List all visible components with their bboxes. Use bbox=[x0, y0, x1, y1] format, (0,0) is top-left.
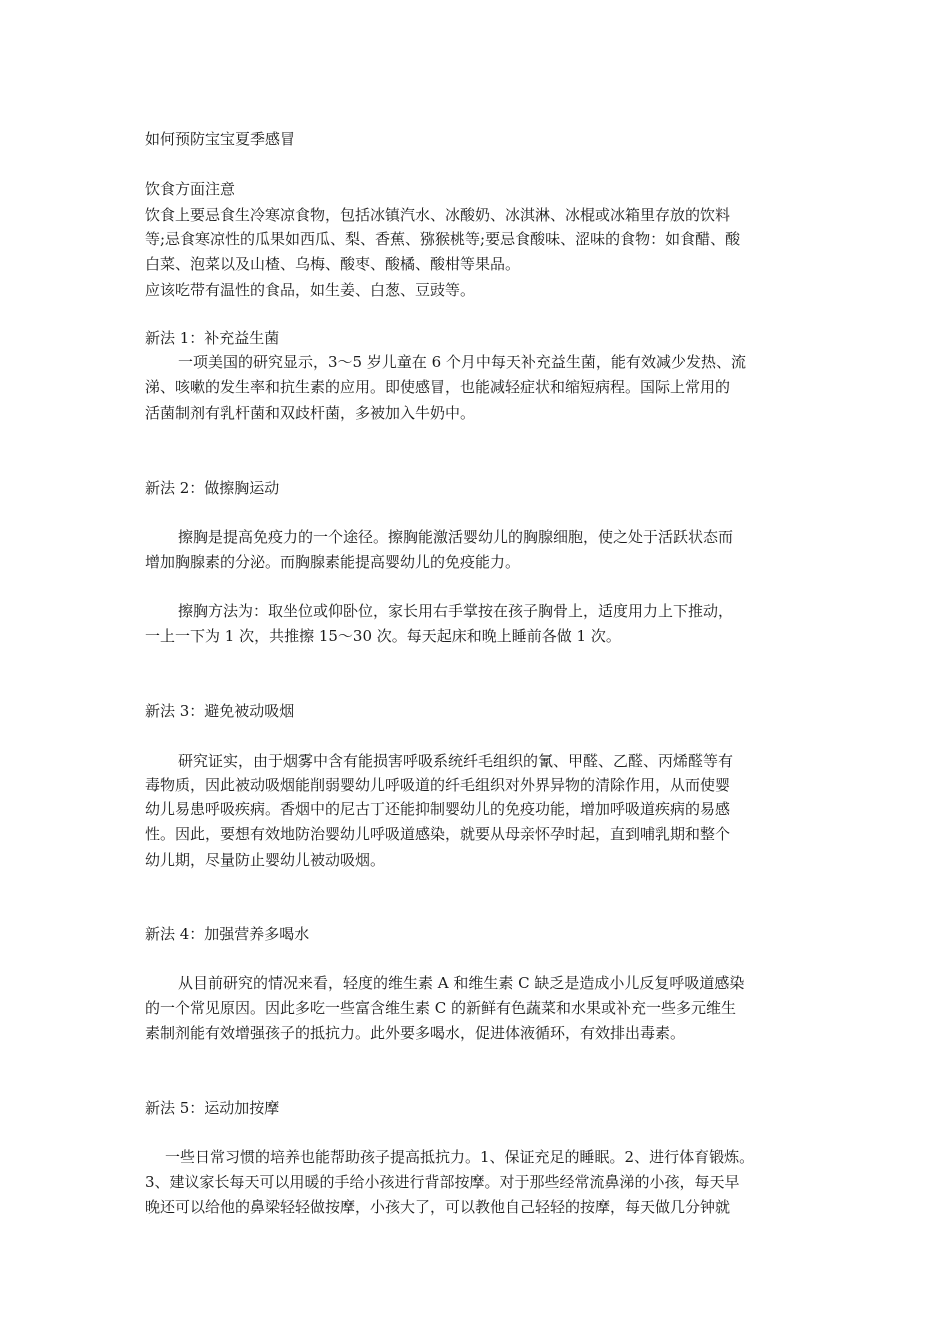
diet-line: 饮食上要忌食生冷寒凉食物，包括冰镇汽水、冰酸奶、冰淇淋、冰棍或冰箱里存放的饮料 bbox=[145, 206, 731, 224]
method3-line: 性。因此，要想有效地防治婴幼儿呼吸道感染，就要从母亲怀孕时起，直到哺乳期和整个 bbox=[145, 825, 731, 843]
method2-line: 擦胸方法为：取坐位或仰卧位，家长用右手掌按在孩子胸骨上，适度用力上下推动， bbox=[178, 602, 734, 620]
diet-line: 白菜、泡菜以及山楂、乌梅、酸枣、酸橘、酸柑等果品。 bbox=[145, 255, 521, 273]
method5-line: 3、建议家长每天可以用暖的手给小孩进行背部按摩。对于那些经常流鼻涕的小孩，每天早 bbox=[145, 1173, 740, 1191]
diet-line: 等;忌食寒凉性的瓜果如西瓜、梨、香蕉、猕猴桃等;要忌食酸味、涩味的食物：如食醋、酸 bbox=[145, 230, 741, 248]
method4-line: 的一个常见原因。因此多吃一些富含维生素 C 的新鲜有色蔬菜和水果或补充一些多元维生 bbox=[145, 999, 737, 1017]
method3-line: 研究证实，由于烟雾中含有能损害呼吸系统纤毛组织的氰、甲醛、乙醛、丙烯醛等有 bbox=[178, 752, 734, 770]
method2-line: 擦胸是提高免疫力的一个途径。擦胸能激活婴幼儿的胸腺细胞，使之处于活跃状态而 bbox=[178, 528, 734, 546]
method3-line: 毒物质，因此被动吸烟能削弱婴幼儿呼吸道的纤毛组织对外界异物的清除作用，从而使婴 bbox=[145, 776, 731, 794]
method3-line: 幼儿易患呼吸疾病。香烟中的尼古丁还能抑制婴幼儿的免疫功能，增加呼吸道疾病的易感 bbox=[145, 800, 731, 818]
method3-line: 幼儿期，尽量防止婴幼儿被动吸烟。 bbox=[145, 851, 386, 869]
document-title: 如何预防宝宝夏季感冒 bbox=[145, 130, 296, 148]
method2-heading: 新法 2：做擦胸运动 bbox=[145, 479, 280, 497]
method5-line: 一些日常习惯的培养也能帮助孩子提高抵抗力。1、保证充足的睡眠。2、进行体育锻炼。 bbox=[165, 1148, 755, 1166]
method2-line: 增加胸腺素的分泌。而胸腺素能提高婴幼儿的免疫能力。 bbox=[145, 553, 521, 571]
method4-heading: 新法 4：加强营养多喝水 bbox=[145, 925, 310, 943]
method5-line: 晚还可以给他的鼻梁轻轻做按摩，小孩大了，可以教他自己轻轻的按摩，每天做几分钟就 bbox=[145, 1198, 731, 1216]
method1-line: 活菌制剂有乳杆菌和双歧杆菌，多被加入牛奶中。 bbox=[145, 404, 476, 422]
method1-line: 一项美国的研究显示，3～5 岁儿童在 6 个月中每天补充益生菌，能有效减少发热、流 bbox=[178, 353, 746, 371]
method4-line: 素制剂能有效增强孩子的抵抗力。此外要多喝水，促进体液循环，有效排出毒素。 bbox=[145, 1024, 686, 1042]
method3-heading: 新法 3：避免被动吸烟 bbox=[145, 702, 295, 720]
diet-line: 应该吃带有温性的食品，如生姜、白葱、豆豉等。 bbox=[145, 281, 476, 299]
method1-line: 涕、咳嗽的发生率和抗生素的应用。即使感冒，也能减轻症状和缩短病程。国际上常用的 bbox=[145, 378, 731, 396]
method4-line: 从目前研究的情况来看，轻度的维生素 A 和维生素 C 缺乏是造成小儿反复呼吸道感染 bbox=[178, 974, 745, 992]
method2-line: 一上一下为 1 次，共推擦 15～30 次。每天起床和晚上睡前各做 1 次。 bbox=[145, 627, 621, 645]
method5-heading: 新法 5：运动加按摩 bbox=[145, 1099, 280, 1117]
method1-heading: 新法 1：补充益生菌 bbox=[145, 329, 280, 347]
diet-heading: 饮食方面注意 bbox=[145, 180, 236, 198]
